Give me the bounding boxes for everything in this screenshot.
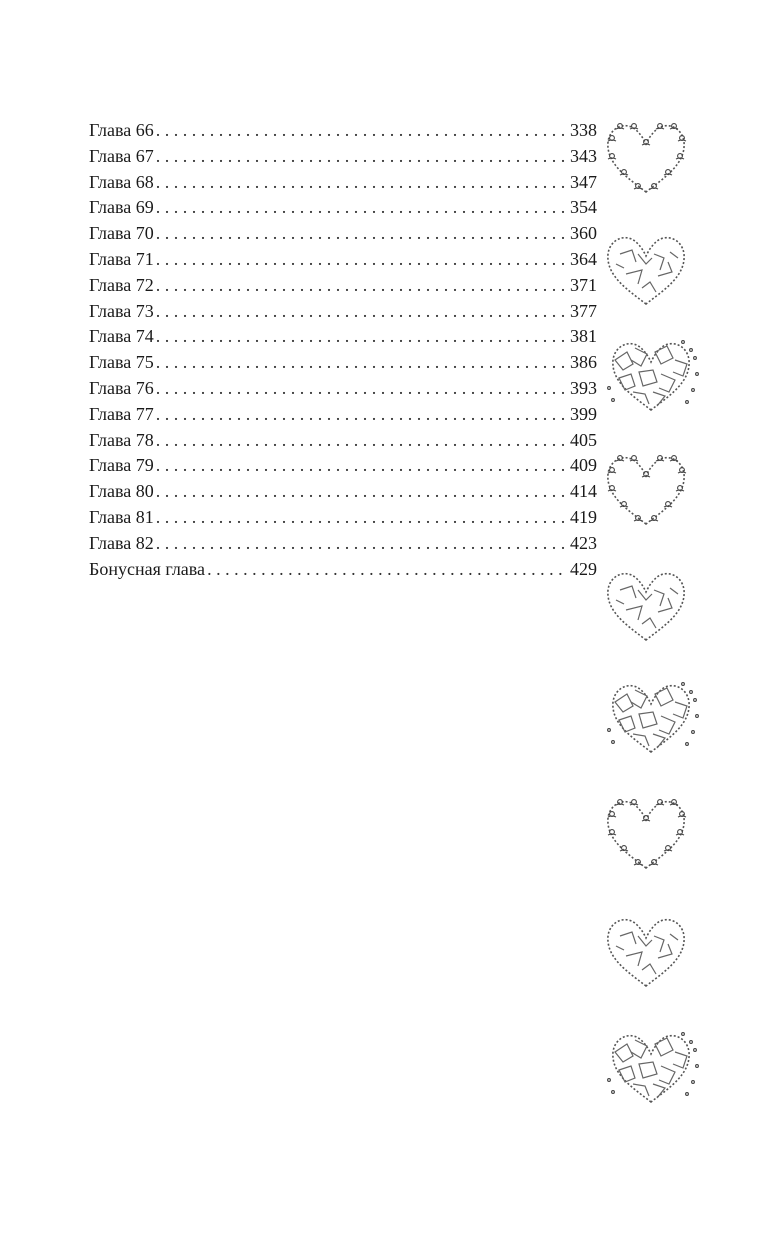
floral-heart-icon [598,788,694,878]
toc-entry [89,479,597,505]
dot-leader [156,402,568,428]
toc-entry-title: Глава 67 [89,145,154,166]
toc-entry [89,324,597,350]
dot-leader [156,221,568,247]
toc-entry [89,247,597,273]
toc-entry-page: 405 [570,429,597,450]
toc-entry-page: 429 [570,558,597,579]
toc-entry [89,557,597,583]
toc-entry-title: Глава 72 [89,274,154,295]
toc-entry-page: 423 [570,532,597,553]
toc-entry-page: 377 [570,300,597,321]
dot-leader [156,118,568,144]
floral-heart-icon [598,112,694,202]
toc-entry-page: 360 [570,223,597,244]
toc-entry-page: 386 [570,352,597,373]
toc-entry [89,505,597,531]
toc-entry-page: 399 [570,403,597,424]
toc-entry [89,144,597,170]
toc-entry [89,350,597,376]
toc-entry-page: 347 [570,171,597,192]
toc-entry [89,299,597,325]
toc-entry-title: Глава 75 [89,352,154,373]
floral-heart-icon [598,444,694,534]
toc-entry-title: Глава 82 [89,532,154,553]
toc-entry-page: 364 [570,248,597,269]
dot-leader [156,195,568,221]
toc-entry [89,531,597,557]
cracked-heart-icon [598,906,694,996]
toc-entry-title: Глава 73 [89,300,154,321]
toc-entry-title: Глава 77 [89,403,154,424]
toc-entry-title: Глава 80 [89,481,154,502]
toc-entry-title: Глава 68 [89,171,154,192]
toc-entry-title: Глава 78 [89,429,154,450]
toc-entry-title: Глава 79 [89,455,154,476]
toc-entry [89,170,597,196]
dot-leader [156,479,568,505]
dot-leader [156,376,568,402]
cracked-heart-icon [598,224,694,314]
toc-entry [89,453,597,479]
toc-entry-title: Глава 71 [89,248,154,269]
toc-entry [89,273,597,299]
toc-entry-page: 414 [570,481,597,502]
toc-entry-title: Глава 70 [89,223,154,244]
toc-entry [89,195,597,221]
toc-entry-page: 343 [570,145,597,166]
toc-entry-title: Глава 76 [89,377,154,398]
toc-entry-title: Бонусная глава [89,558,206,579]
dot-leader [156,505,568,531]
toc-entry-title: Глава 81 [89,506,154,527]
dot-leader [156,170,568,196]
toc-entry [89,402,597,428]
toc-entry [89,376,597,402]
dot-leader [156,324,568,350]
toc-entry-page: 381 [570,326,597,347]
dot-leader [156,428,568,454]
toc-entry-page: 419 [570,506,597,527]
toc-entry [89,428,597,454]
toc-entry-page: 338 [570,120,597,140]
toc-entry-title: Глава 66 [89,120,154,140]
shattered-heart-icon [603,672,699,762]
toc-entry-page: 371 [570,274,597,295]
shattered-heart-icon [603,330,699,420]
toc-entry-title: Глава 74 [89,326,154,347]
table-of-contents [89,118,597,582]
toc-entry [89,118,597,144]
dot-leader [156,144,568,170]
dot-leader [207,557,568,583]
toc-entry-page: 409 [570,455,597,476]
shattered-heart-icon [603,1022,699,1112]
toc-entry-page: 354 [570,197,597,218]
dot-leader [156,453,568,479]
dot-leader [156,350,568,376]
toc-entry [89,221,597,247]
dot-leader [156,247,568,273]
toc-entry-title: Глава 69 [89,197,154,218]
toc-entry-page: 393 [570,377,597,398]
dot-leader [156,531,568,557]
cracked-heart-icon [598,560,694,650]
dot-leader [156,273,568,299]
dot-leader [156,299,568,325]
